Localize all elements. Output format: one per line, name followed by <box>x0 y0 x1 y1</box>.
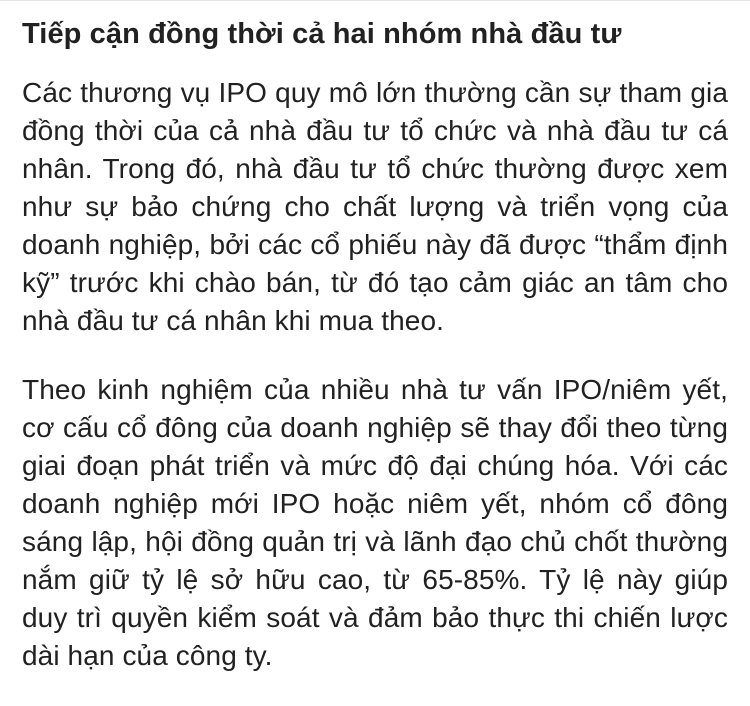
article-heading: Tiếp cận đồng thời cả hai nhóm nhà đầu tư <box>22 18 622 50</box>
article-paragraph-1: Các thương vụ IPO quy mô lớn thường cần sự tham gia đồng thời của cả nhà đầu tư tổ chức và nhà đầu tư cá nhân. Trong đó, nhà đầu tư tổ chức thường được xem như sự bảo chứng cho chất lượng và triển vọng của doanh nghiệp, bởi các cổ phiếu này đã được “thẩm định kỹ” trước khi chào bán, từ đó tạo cảm giác an tâm cho nhà đầu tư cá nhân khi mua theo. <box>22 77 728 336</box>
article-body <box>0 1 750 706</box>
article-paragraph-2: Theo kinh nghiệm của nhiều nhà tư vấn IPO/niêm yết, cơ cấu cổ đông của doanh nghiệp sẽ thay đổi theo từng giai đoạn phát triển và mức độ đại chúng hóa. Với các doanh nghiệp mới IPO hoặc niêm yết, nhóm cổ đông sáng lập, hội đồng quản trị và lãnh đạo chủ chốt thường nắm giữ tỷ lệ sở hữu cao, từ 65-85%. Tỷ lệ này giúp duy trì quyền kiểm soát và đảm bảo thực thi chiến lược dài hạn của công ty. <box>22 374 728 671</box>
